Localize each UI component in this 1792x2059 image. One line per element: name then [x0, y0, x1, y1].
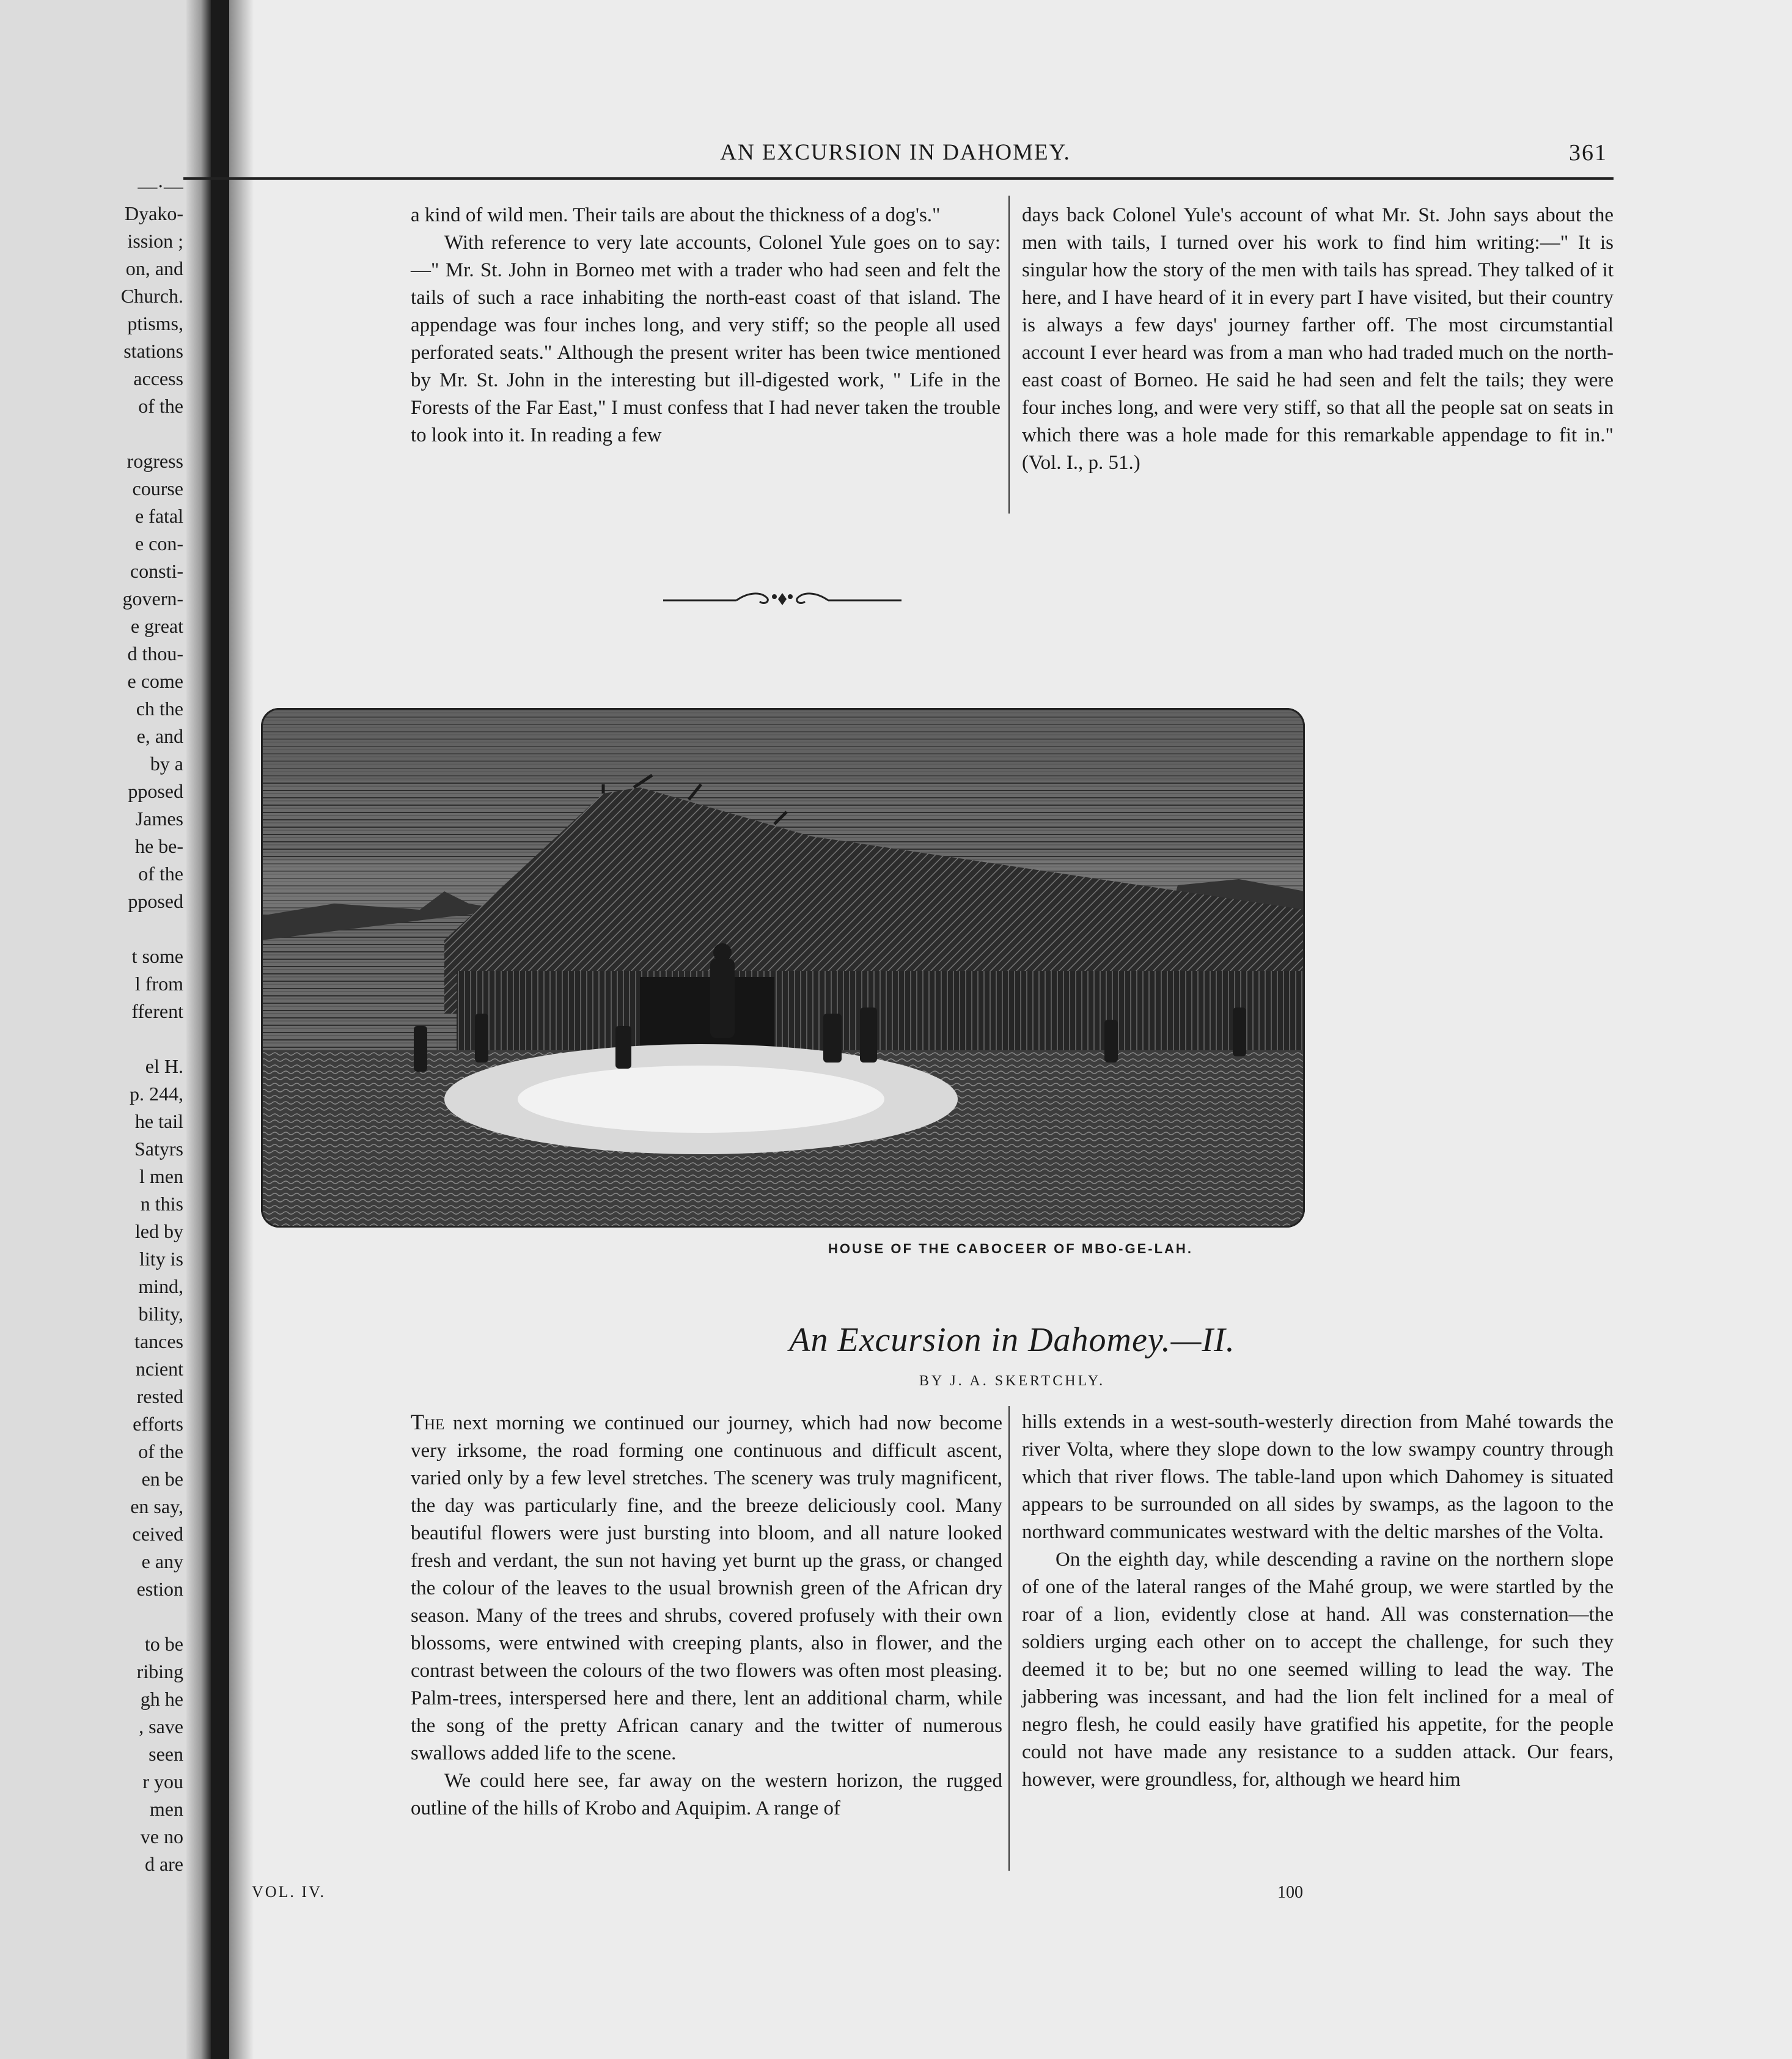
left-page-line-fragment: course: [132, 477, 183, 499]
running-head-title: AN EXCURSION IN DAHOMEY.: [720, 140, 1071, 165]
left-page-line-fragment: bility,: [138, 1303, 183, 1325]
column-separator: [1008, 1406, 1010, 1871]
left-page-line-fragment: of the: [138, 1440, 183, 1462]
volume-label: VOL. IV.: [252, 1883, 326, 1901]
left-page-line-fragment: el H.: [145, 1055, 183, 1077]
paragraph: The next morning we continued our journey, which had now become very irksome, the road forming one continuous and difficult ascent, varied only by a few level stretches. The scenery was truly magnificent, the day was particularly fine, and the breeze deliciously cool. Many beautiful flowers were just bursting into bloom, and all nature looked fresh and verdant, the sun not having yet burnt up the grass, or changed the colour of the leaves to the usual brownish green of the African dry season. Many of the trees and shrubs, covered profusely with their own blossoms, were entwined with creeping plants, also in flower, and the contrast between the colours of the two flowers was often most pleasing. Palm-trees, interspersed here and there, lent an additional charm, while the song of the pretty African canary and the twitter of numerous swallows added life to the scene.: [411, 1410, 1003, 1764]
left-page-line-fragment: men: [149, 1798, 183, 1820]
signature-mark: 100: [1277, 1883, 1303, 1902]
left-page-line-fragment: gh he: [140, 1688, 183, 1710]
paragraph: a kind of wild men. Their tails are about the thickness of a dog's.": [411, 204, 941, 226]
left-page-line-fragment: d thou-: [127, 643, 183, 665]
left-page-line-fragment: en be: [141, 1468, 183, 1490]
paragraph: days back Colonel Yule's account of what Mr. St. John says about the men with tails, I turned over his work to find him writing:—" It is singular how the story of the men with tails has spread. They talked of it here, and I have heard of it in every part I have visited, but their country is always a few days' journey farther off. The most circumstantial account I ever heard was from a man who had traded much on the north-east coast of Borneo. He said he had seen and felt the tails; they were four inches long, and were very stiff, so that all the people sat on seats in which there was a hole made for this remarkable appendage to fit in." (Vol. I., p. 51.): [1022, 204, 1614, 474]
left-page-line-fragment: on, and: [125, 257, 183, 279]
left-page-line-fragment: govern-: [122, 587, 183, 610]
left-page-line-fragment: pposed: [128, 780, 183, 802]
left-page-line-fragment: efforts: [133, 1413, 183, 1435]
page-number: 361: [1569, 140, 1607, 166]
left-page-line-fragment: [0, 420, 183, 448]
left-page-line-fragment: estion: [136, 1578, 183, 1600]
left-page-line-fragment: p. 244,: [130, 1083, 183, 1105]
paragraph: With reference to very late accounts, Colonel Yule goes on to say:—" Mr. St. John in Borneo met with a trader who had seen and felt the tails of such a race inhabiting the north-east coast of that island. The appendage was four inches long, and very stiff; so the people all used perforated seats." Although the present writer has been twice mentioned by Mr. St. John in the interesting but ill-digested work, " Life in the Forests of the Far East," I must confess that I had never taken the trouble to look into it. In reading a few: [411, 232, 1001, 446]
fleuron-ornament: [663, 587, 902, 611]
left-page-line-fragment: ptisms,: [127, 312, 183, 334]
left-page-line-fragment: stations: [123, 340, 183, 362]
left-page-line-fragment: pposed: [128, 890, 183, 912]
left-page-text-fragments: [0, 172, 183, 1878]
left-page-line-fragment: lity is: [139, 1248, 183, 1270]
left-page-line-fragment: he tail: [134, 1110, 183, 1132]
top-left-column: [411, 202, 1001, 449]
article-right-column: [1022, 1409, 1614, 1794]
article-title: An Excursion in Dahomey.—II.: [789, 1321, 1235, 1359]
left-page-line-fragment: e, and: [136, 725, 183, 747]
left-page-line-fragment: [0, 1025, 183, 1053]
left-page-line-fragment: e fatal: [134, 505, 183, 527]
top-right-column: [1022, 202, 1614, 477]
left-page-line-fragment: of the: [138, 863, 183, 885]
left-page-line-fragment: James: [135, 808, 183, 830]
engraving-image: [261, 708, 1305, 1228]
left-page-line-fragment: ve no: [140, 1825, 183, 1847]
left-page-line-fragment: rested: [136, 1385, 183, 1407]
left-page-line-fragment: t some: [131, 945, 183, 967]
left-page-line-fragment: e con-: [134, 532, 183, 554]
left-page-line-fragment: ncient: [135, 1358, 183, 1380]
left-page-line-fragment: , save: [139, 1715, 183, 1737]
left-page-line-fragment: ceived: [132, 1523, 183, 1545]
left-page-line-fragment: Church.: [120, 285, 183, 307]
left-page-line-fragment: mind,: [138, 1275, 183, 1297]
left-page-line-fragment: to be: [144, 1633, 183, 1655]
left-page-line-fragment: ission ;: [127, 230, 183, 252]
left-page-line-fragment: consti-: [130, 560, 183, 582]
left-page-line-fragment: Dyako-: [125, 202, 183, 224]
left-page-line-fragment: led by: [134, 1220, 183, 1242]
illustration-caption: HOUSE OF THE CABOCEER OF MBO-GE-LAH.: [828, 1241, 1193, 1256]
left-page-line-fragment: [0, 915, 183, 943]
paragraph: We could here see, far away on the western horizon, the rugged outline of the hills of Krobo and Aquipim. A range of: [411, 1770, 1002, 1819]
left-page-line-fragment: e great: [130, 615, 183, 637]
left-page-line-fragment: he be-: [134, 835, 183, 857]
left-page-line-fragment: en say,: [130, 1495, 183, 1517]
left-page-line-fragment: l men: [139, 1165, 183, 1187]
left-page-line-fragment: e come: [127, 670, 183, 692]
left-page-line-fragment: seen: [149, 1743, 183, 1765]
left-page-line-fragment: fferent: [131, 1000, 183, 1022]
article-byline: BY J. A. SKERTCHLY.: [919, 1373, 1106, 1389]
left-page-line-fragment: of the: [138, 395, 183, 417]
drop-cap: The: [411, 1410, 445, 1434]
column-separator: [1008, 196, 1010, 514]
left-page-line-fragment: —·—: [138, 175, 183, 197]
left-page-line-fragment: ribing: [136, 1660, 183, 1682]
left-page-line-fragment: d are: [144, 1853, 183, 1875]
left-page-line-fragment: [0, 1603, 183, 1630]
header-rule: [183, 177, 1614, 180]
left-page-line-fragment: rogress: [127, 450, 183, 472]
left-page-line-fragment: l from: [134, 973, 183, 995]
book-gutter: [186, 0, 211, 2059]
left-page-line-fragment: by a: [150, 753, 183, 775]
left-page-line-fragment: e any: [141, 1550, 183, 1572]
left-page-line-fragment: Satyrs: [134, 1138, 183, 1160]
left-page-line-fragment: ch the: [136, 698, 183, 720]
left-page-line-fragment: access: [133, 367, 183, 389]
paragraph: On the eighth day, while descending a ravine on the northern slope of one of the lateral ranges of the Mahé group, we were startled by the roar of a lion, evidently close at hand. All was consternation—the soldiers urging each other on to accept the challenge, for such they deemed it to be; but no one seemed willing to lead the way. The jabbering was incessant, and had the lion felt inclined for a meal of negro flesh, he could easily have gratified his appetite, for the people could not have made any resistance to a sudden attack. Our fears, however, were groundless, for, although we heard him: [1022, 1549, 1614, 1791]
engraving-house-of-caboceer: [261, 708, 1305, 1228]
left-page-fragment: [0, 0, 211, 2059]
paragraph: hills extends in a west-south-westerly direction from Mahé towards the river Volta, where they slope down to the low swampy country through which that river flows. The table-land upon which Dahomey is situated appears to be surrounded on all sides by swamps, as the lagoon to the northward communicates westward with the deltic marshes of the Volta.: [1022, 1411, 1614, 1543]
left-page-line-fragment: r you: [142, 1770, 183, 1792]
left-page-line-fragment: tances: [134, 1330, 183, 1352]
article-left-column: [411, 1409, 1002, 1822]
running-head: [183, 139, 1607, 170]
left-page-line-fragment: n this: [140, 1193, 183, 1215]
page-shadow: [229, 0, 254, 2059]
